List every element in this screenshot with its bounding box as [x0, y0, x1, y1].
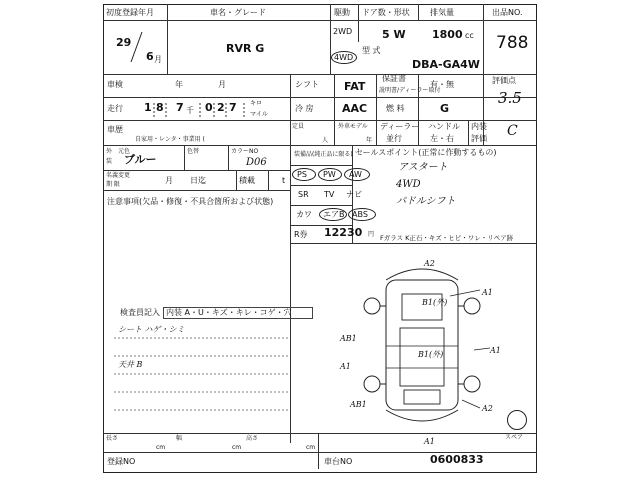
mark-a2-top: A2 — [424, 259, 435, 268]
height-unit: cm — [306, 444, 316, 451]
height-label: 高さ — [246, 435, 259, 442]
equip-abs: ABS — [352, 210, 368, 219]
rule — [483, 4, 484, 74]
warranty-value: 有・無 — [430, 80, 454, 89]
mileage-digit: 7 — [229, 101, 237, 114]
drive-label: 駆動 — [334, 8, 350, 17]
sales-point-label: セールスポイント(正常に作動するもの) — [355, 148, 497, 157]
mark-a1-left: A1 — [340, 362, 351, 371]
rule — [290, 243, 537, 244]
inspector-lines — [114, 320, 294, 430]
fuel-label: 燃 料 — [386, 104, 405, 113]
drive-2wd: 2WD — [333, 27, 353, 36]
reg-month-unit: 月 — [154, 55, 162, 64]
lot-no-label: 出品NO. — [492, 8, 523, 17]
equip-sr: SR — [298, 190, 309, 199]
import-label: 外車モデル — [338, 123, 368, 130]
interior-label: 内装 — [471, 122, 487, 131]
mileage-digit: 8 — [156, 101, 164, 114]
chassis-no: 0600833 — [430, 453, 484, 466]
ac-label: 冷 房 — [295, 104, 314, 113]
history-sub: 自家用・レンタ・事業用 ( — [135, 136, 205, 143]
color-no-label: カラーNO — [231, 148, 259, 155]
inspector-interior-label: 内装 — [166, 308, 182, 317]
mark-ab1-left: AB1 — [340, 334, 357, 343]
mark-a2-right-bottom: A2 — [482, 404, 493, 413]
rule — [167, 4, 168, 74]
damage-footer: Fガラス K正石・キズ・ヒビ・ワレ・リペア跡 — [380, 234, 514, 242]
mileage-label: 走行 — [107, 104, 123, 113]
name-change-label: 期 限 — [106, 181, 120, 188]
length-label: 長さ — [106, 435, 119, 442]
rule — [103, 190, 290, 191]
mark-a1-right-top: A1 — [482, 288, 493, 297]
inspection-year-unit: 年 — [175, 80, 183, 89]
rule — [318, 433, 319, 469]
inspector-box — [163, 307, 313, 319]
inspector-label: 検査員記入 — [120, 308, 160, 317]
mark-a1-bottom: A1 — [424, 437, 435, 446]
model-code: DBA-GA4W — [412, 58, 480, 71]
displacement-unit: cc — [465, 31, 474, 40]
handle-label: ハンドル — [428, 122, 460, 131]
reg-year: 29 — [116, 36, 132, 49]
equip-tv: TV — [324, 190, 335, 199]
warranty-sub: 説明書/ディーラー取付 — [379, 87, 441, 94]
equip-airbag: エアB — [323, 210, 345, 219]
rule — [103, 97, 537, 98]
inspection-label: 車検 — [107, 80, 123, 89]
inspector-note: シート ハゲ・シミ — [118, 325, 185, 334]
r-ticket-label: R券 — [294, 230, 308, 239]
fuel-value: G — [440, 102, 450, 115]
cargo-unit: t — [282, 176, 286, 185]
spare-tire-icon — [507, 410, 527, 430]
name-grade-label: 車名・グレード — [210, 8, 266, 17]
dealer-value: 並行 — [386, 134, 402, 143]
equip-leather: カワ — [296, 210, 312, 219]
outer-label: 装 — [106, 158, 113, 165]
rule — [103, 74, 537, 75]
score-label: 評価点 — [492, 76, 516, 85]
rule — [290, 205, 352, 206]
score-value: 3.5 — [498, 89, 522, 107]
thousand-label: 千 — [186, 106, 194, 115]
sales-point-item: パドルシフト — [396, 196, 456, 207]
color-code: D06 — [246, 157, 267, 168]
color-value: ブルー — [124, 153, 157, 166]
warranty-label: 保証書 — [382, 74, 406, 83]
inspection-month-unit: 月 — [218, 80, 226, 89]
mark-a1-right-mid: A1 — [490, 346, 501, 355]
capacity-unit: 人 — [322, 137, 329, 144]
reg-month: 6 — [146, 50, 154, 63]
name-grade-value: RVR G — [226, 42, 265, 55]
car-diagram — [352, 250, 492, 440]
color-change-label: 色替 — [187, 148, 200, 155]
rule — [103, 20, 537, 21]
mileage-digit: 7 — [176, 101, 184, 114]
mark-ab1-bottom: AB1 — [350, 400, 367, 409]
rule — [290, 165, 352, 166]
doors-value: 5 W — [382, 28, 406, 41]
reg-no-label: 登録NO — [107, 457, 136, 466]
inspector-interior-text: A・U・キズ・キレ・コゲ・穴 — [184, 308, 292, 317]
equip-pw: PW — [323, 170, 336, 179]
equip-ps: PS — [297, 170, 307, 179]
rule — [228, 145, 229, 170]
equip-label: 装備品(純正品に限る) — [294, 151, 353, 158]
sales-point-item: 4WD — [396, 179, 421, 190]
rule — [290, 185, 352, 186]
interior-score: C — [507, 123, 518, 139]
notes-label: 注意事項(欠品・修復・不具合箇所および状態) — [107, 197, 274, 206]
rule — [103, 170, 290, 171]
ac-value: AAC — [342, 102, 368, 115]
rule — [468, 120, 469, 145]
name-change-day: 日迄 — [190, 176, 206, 185]
mileage-digit: 2 — [217, 101, 225, 114]
mark-b1-left: B1(外) — [422, 298, 448, 307]
name-change-label: 名義変更 — [106, 172, 131, 179]
width-unit: cm — [232, 444, 242, 451]
length-unit: cm — [156, 444, 166, 451]
rule — [103, 145, 537, 146]
mark-b1-middle: B1(外) — [418, 350, 444, 359]
first-reg-label: 初度登録年月 — [106, 8, 154, 17]
rule — [376, 74, 377, 145]
km-label: キロ — [250, 100, 263, 107]
mileage-ticks — [130, 99, 266, 119]
import-unit: 年 — [366, 137, 373, 144]
r-ticket-unit: 円 — [368, 231, 375, 238]
shift-label: シフト — [295, 80, 319, 89]
sales-point-item: アスタート — [398, 162, 448, 173]
chassis-label: 車台NO — [324, 457, 353, 466]
displacement-value: 1800 — [432, 28, 463, 41]
rule — [103, 120, 537, 121]
shift-value: FAT — [344, 80, 366, 93]
model-label: 型 式 — [362, 46, 381, 55]
interior-label: 評価 — [471, 134, 487, 143]
mileage-digit: 0 — [205, 101, 213, 114]
rule — [358, 4, 359, 42]
mileage-digit: 1 — [144, 101, 152, 114]
rule — [418, 4, 419, 20]
color-label: 元色 — [118, 148, 131, 155]
inspector-note: 天井 B — [118, 360, 143, 369]
equip-aw: AW — [349, 170, 362, 179]
r-ticket-value: 12230 — [324, 226, 363, 239]
history-label: 車歴 — [107, 125, 123, 134]
drive-4wd: 4WD — [334, 53, 354, 62]
cargo-label: 積載 — [239, 176, 255, 185]
spare-label: スペア — [505, 434, 524, 441]
capacity-label: 定員 — [292, 123, 305, 130]
lot-no-value: 788 — [496, 33, 529, 53]
slash-mark — [128, 30, 144, 64]
displacement-label: 排気量 — [430, 8, 454, 17]
rule — [334, 74, 335, 145]
mile-label: マイル — [250, 111, 268, 118]
name-change-month: 月 — [165, 176, 173, 185]
rule — [268, 170, 269, 190]
dealer-label: ディーラー — [380, 122, 420, 131]
rule — [184, 145, 185, 170]
rule — [330, 4, 331, 74]
equip-navi: ナビ — [346, 190, 362, 199]
handle-value: 左・右 — [430, 134, 454, 143]
width-label: 幅 — [176, 435, 183, 442]
rule — [418, 74, 419, 145]
outer-label: 外 — [106, 148, 113, 155]
rule — [236, 170, 237, 190]
doors-shape-label: ドア数・形状 — [362, 8, 410, 17]
